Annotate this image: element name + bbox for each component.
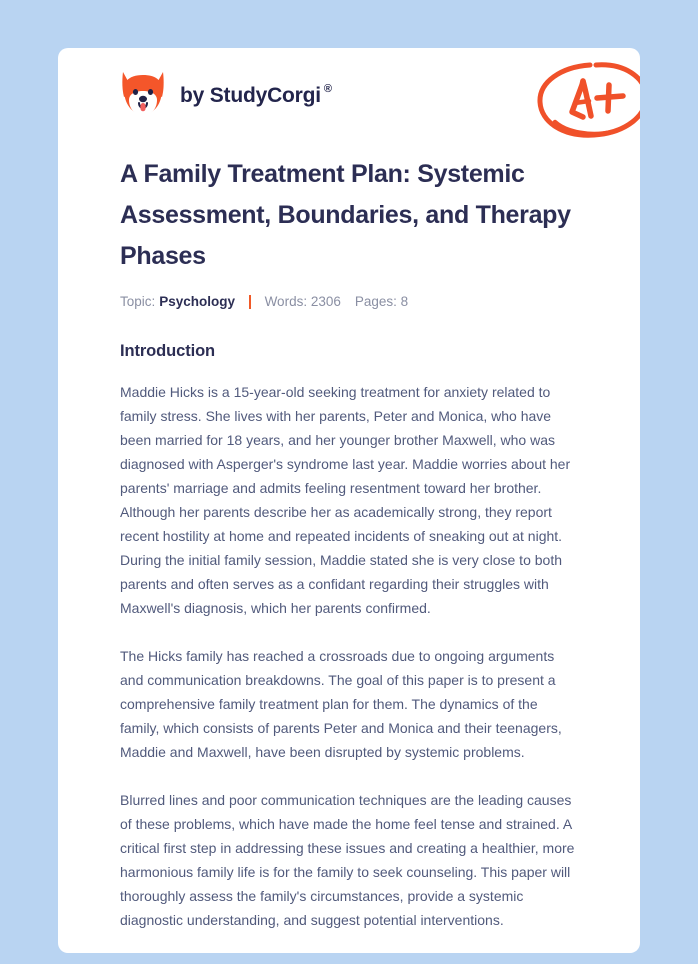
meta-topic-value[interactable]: Psychology <box>159 294 236 309</box>
brand-lockup[interactable] <box>120 70 332 122</box>
meta-topic-label: Topic: <box>120 294 156 309</box>
corgi-face-icon <box>120 70 166 122</box>
a-plus-grade-icon <box>536 58 640 142</box>
paragraph: Blurred lines and poor communication techniques are the leading causes of these problems, which have made the home feel tense and strained. A critical first step in addressing these issues and creating a healthier, more harmonious family life is for the family to seek counseling. This paper will thoroughly assess the family's circumstances, provide a systemic diagnostic understanding, and suggest potential interventions. <box>120 792 575 928</box>
meta-page-count: Pages: 8 <box>354 294 409 309</box>
document-header <box>58 48 640 154</box>
paragraph: The Hicks family has reached a crossroads due to ongoing arguments and communication breakdowns. The goal of this paper is to present a comprehensive family treatment plan for them. The dynamics of the family, which consists of parents Peter and Monica and their teenagers, Maddie and Maxwell, have been disrupted by systemic problems. <box>120 648 562 760</box>
meta-separator <box>249 295 251 309</box>
document-meta <box>120 294 578 309</box>
meta-word-count: Words: 2306 <box>264 294 341 309</box>
paragraph: Maddie Hicks is a 15-year-old seeking treatment for anxiety related to family stress. She lives with her parents, Peter and Monica, who have been married for 18 years, and her younger brother Maxwell, who was diagnosed with Asperger's syndrome last year. Maddie worries about her parents' marriage and admits feeling resentment toward her brother. Although her parents describe her as academically strong, they report recent hostility at home and repeated incidents of sneaking out at night. During the initial family session, Maddie stated she is very close to both parents and often serves as a confidant regarding their struggles with Maxwell's diagnosis, which her parents confirmed. <box>120 384 571 616</box>
document-body <box>58 154 640 932</box>
section-heading-introduction: Introduction <box>120 342 216 360</box>
brand-wordmark-text: by StudyCorgi <box>180 84 321 107</box>
brand-wordmark <box>180 84 332 108</box>
document-sheet <box>58 48 640 953</box>
page-title: A Family Treatment Plan: Systemic Assessment, Boundaries, and Therapy Phases <box>120 160 571 270</box>
registered-trademark-icon: ® <box>323 83 332 95</box>
